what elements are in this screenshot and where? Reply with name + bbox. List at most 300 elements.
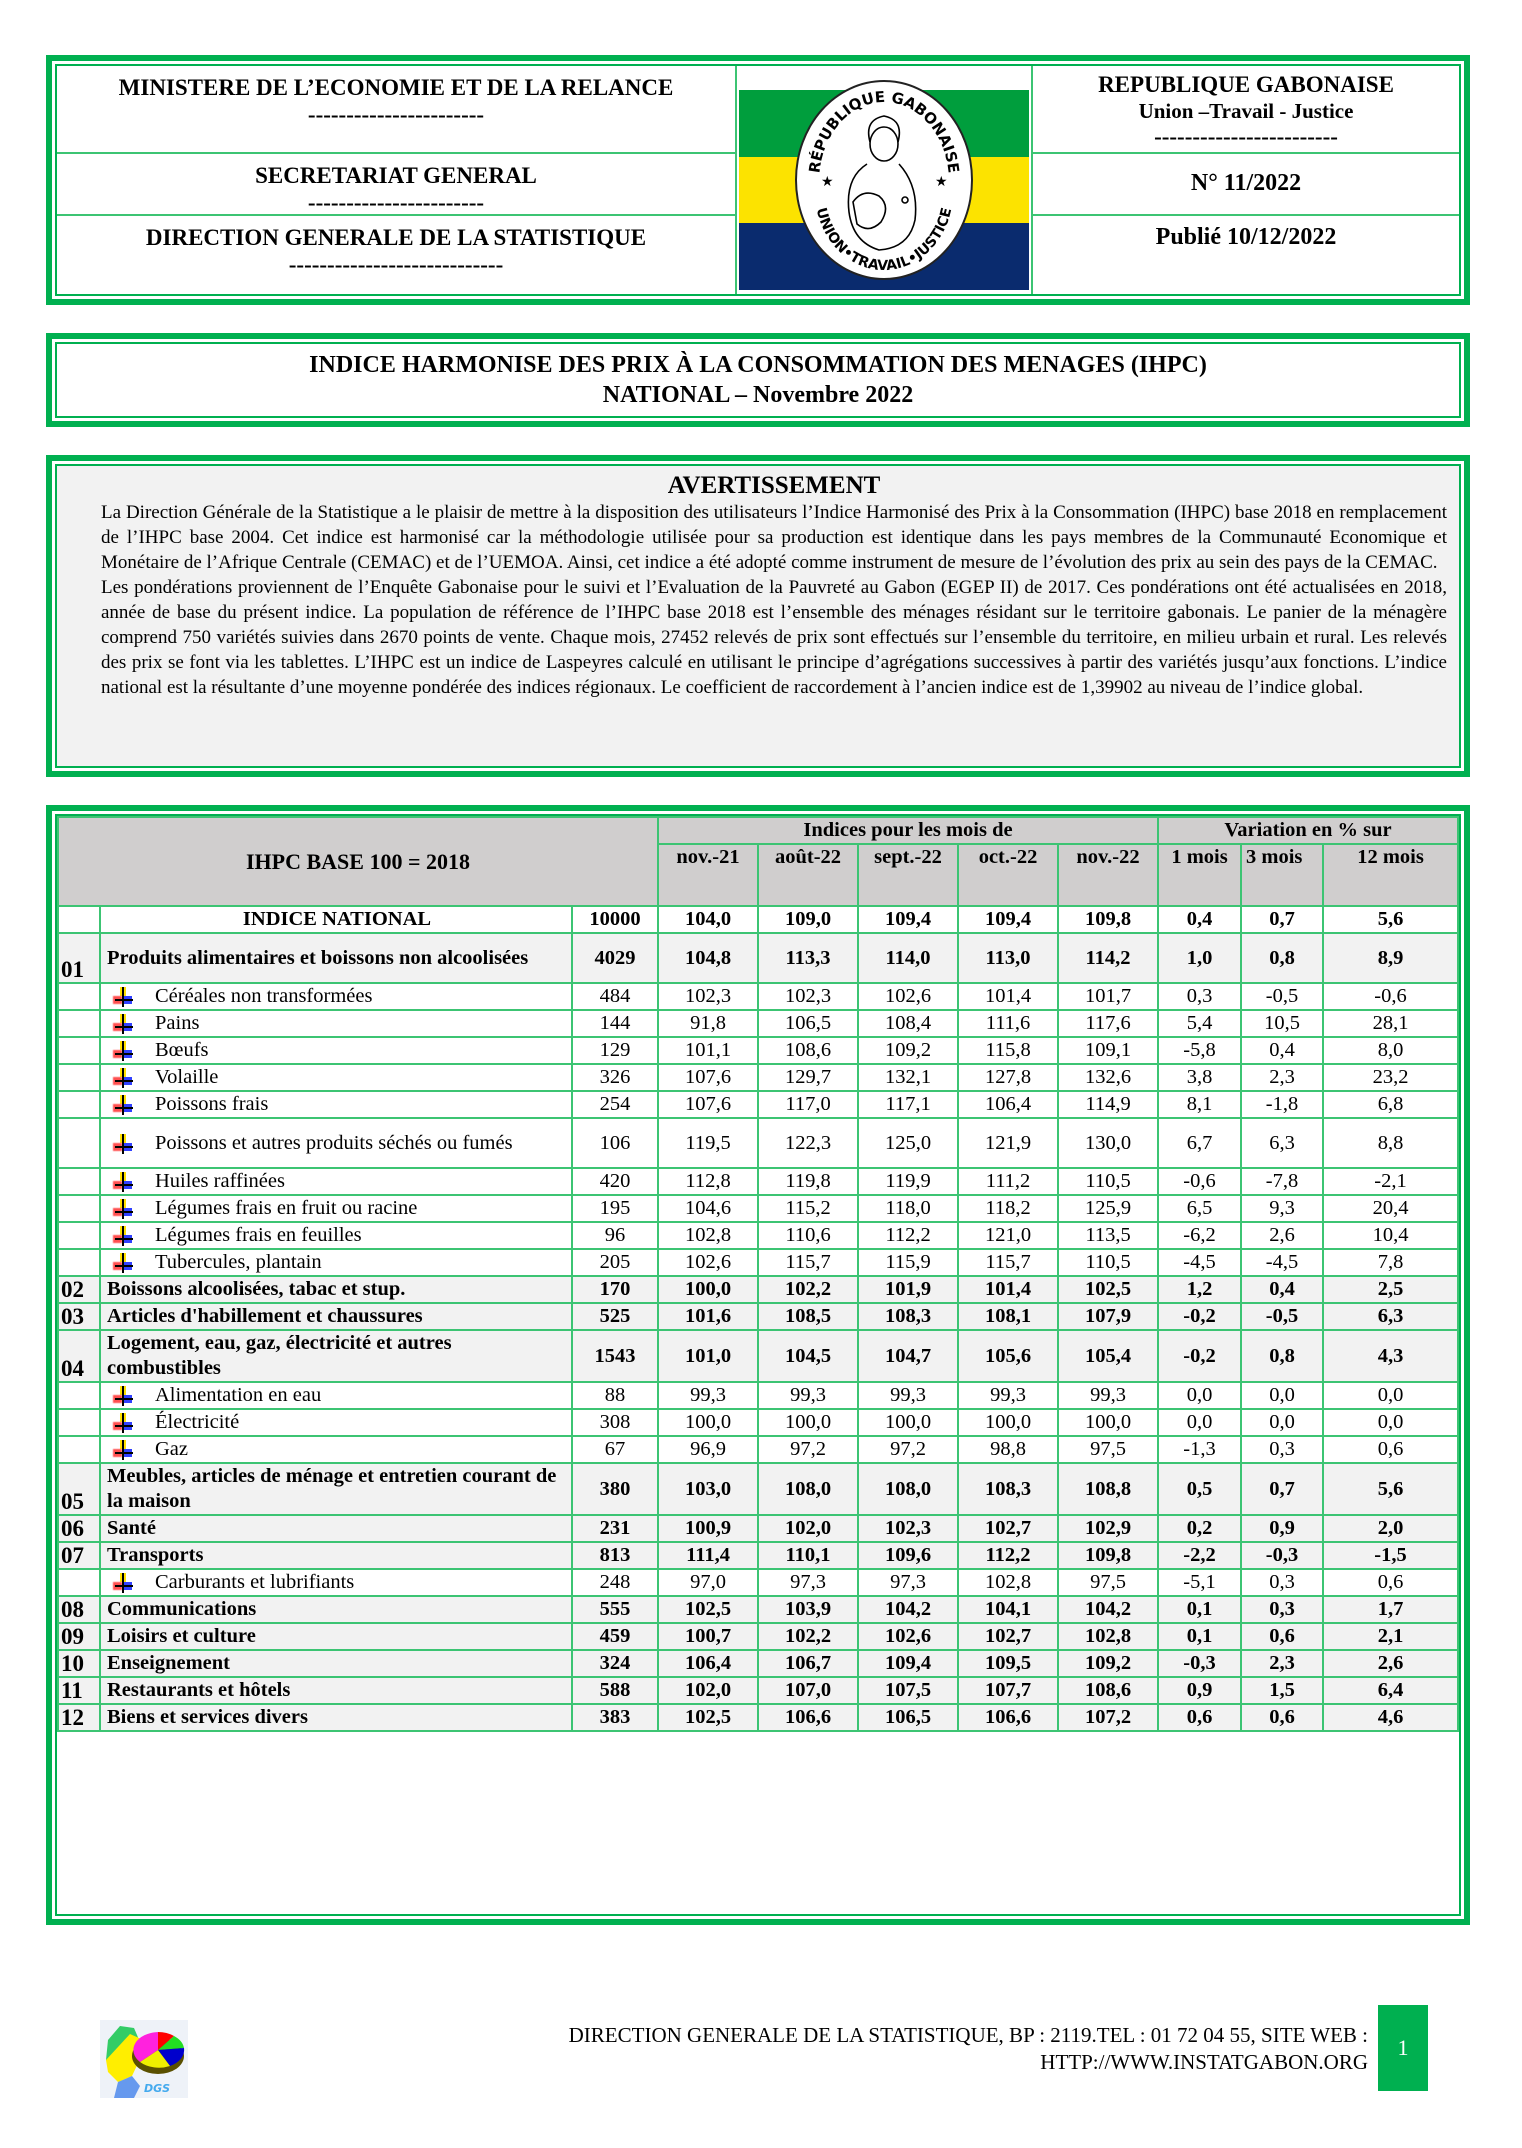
ministry-cell xyxy=(57,66,737,154)
row-code: 07 xyxy=(58,1542,100,1569)
variation-value: 0,3 xyxy=(1241,1569,1323,1596)
index-value: 107,6 xyxy=(658,1064,758,1091)
variation-value: 0,1 xyxy=(1158,1596,1241,1623)
index-value: 113,5 xyxy=(1058,1222,1158,1249)
variation-value: 0,8 xyxy=(1241,1330,1323,1382)
index-value: 109,0 xyxy=(758,906,858,933)
index-value: 108,5 xyxy=(758,1303,858,1330)
row-label: Communications xyxy=(107,1598,257,1620)
row-code xyxy=(58,983,100,1010)
index-value: 104,7 xyxy=(858,1330,958,1382)
variation-value: -0,5 xyxy=(1241,983,1323,1010)
variation-value: 2,6 xyxy=(1241,1222,1323,1249)
index-value: 91,8 xyxy=(658,1010,758,1037)
table-row-group xyxy=(58,1463,1458,1515)
bullet-arrow-icon xyxy=(113,1068,135,1088)
row-weight: 459 xyxy=(572,1623,658,1650)
row-weight: 1543 xyxy=(572,1330,658,1382)
secretariat-cell xyxy=(57,154,737,216)
index-value: 104,5 xyxy=(758,1330,858,1382)
row-label-cell xyxy=(100,1463,572,1515)
variation-value: 4,6 xyxy=(1323,1704,1458,1731)
row-weight: 254 xyxy=(572,1091,658,1118)
variation-value: 8,9 xyxy=(1323,933,1458,983)
row-code xyxy=(58,1195,100,1222)
row-weight: 380 xyxy=(572,1463,658,1515)
index-value: 97,0 xyxy=(658,1569,758,1596)
direction-name: DIRECTION GENERALE DE LA STATISTIQUE xyxy=(145,225,647,250)
row-code xyxy=(58,1569,100,1596)
column-header: août-22 xyxy=(758,844,858,906)
variation-value: -0,6 xyxy=(1323,983,1458,1010)
variation-value: 6,5 xyxy=(1158,1195,1241,1222)
republic-name: REPUBLIQUE GABONAISE xyxy=(1098,72,1394,97)
row-code xyxy=(58,1118,100,1168)
table-row-subitem xyxy=(58,1091,1458,1118)
row-weight: 324 xyxy=(572,1650,658,1677)
index-value: 97,5 xyxy=(1058,1436,1158,1463)
row-code: 05 xyxy=(58,1463,100,1515)
row-weight: 420 xyxy=(572,1168,658,1195)
index-value: 111,4 xyxy=(658,1542,758,1569)
table-row-subitem xyxy=(58,1409,1458,1436)
row-code: 08 xyxy=(58,1596,100,1623)
row-label: Poissons frais xyxy=(155,1093,269,1115)
row-label-cell xyxy=(100,1650,572,1677)
bullet-arrow-icon xyxy=(113,1134,135,1154)
variation-value: 0,0 xyxy=(1158,1382,1241,1409)
index-value: 118,0 xyxy=(858,1195,958,1222)
index-value: 102,7 xyxy=(958,1515,1058,1542)
row-code xyxy=(58,1010,100,1037)
index-value: 112,2 xyxy=(958,1542,1058,1569)
document-subtitle: NATIONAL – Novembre 2022 xyxy=(602,382,914,408)
row-label: Carburants et lubrifiants xyxy=(155,1571,355,1593)
index-value: 102,2 xyxy=(758,1276,858,1303)
row-weight: 205 xyxy=(572,1249,658,1276)
row-weight: 67 xyxy=(572,1436,658,1463)
row-label-cell xyxy=(100,1596,572,1623)
index-value: 109,8 xyxy=(1058,906,1158,933)
row-weight: 106 xyxy=(572,1118,658,1168)
index-value: 109,4 xyxy=(858,1650,958,1677)
index-value: 127,8 xyxy=(958,1064,1058,1091)
index-value: 100,7 xyxy=(658,1623,758,1650)
page-number: 1 xyxy=(1378,2005,1428,2091)
index-value: 129,7 xyxy=(758,1064,858,1091)
ministry-name: MINISTERE DE L’ECONOMIE ET DE LA RELANCE xyxy=(118,75,674,100)
index-value: 100,9 xyxy=(658,1515,758,1542)
row-code xyxy=(58,1064,100,1091)
index-value: 108,0 xyxy=(858,1463,958,1515)
index-value: 122,3 xyxy=(758,1118,858,1168)
index-value: 98,8 xyxy=(958,1436,1058,1463)
row-label-cell xyxy=(100,1623,572,1650)
separator: ----------------------- xyxy=(307,190,485,215)
variation-value: 8,8 xyxy=(1323,1118,1458,1168)
variation-value: -4,5 xyxy=(1158,1249,1241,1276)
variation-value: 0,6 xyxy=(1241,1623,1323,1650)
row-label: Huiles raffinées xyxy=(155,1170,285,1192)
table-row-group xyxy=(58,933,1458,983)
table-row-group xyxy=(58,1303,1458,1330)
bullet-arrow-icon xyxy=(113,987,135,1007)
row-code xyxy=(58,1382,100,1409)
row-code: 04 xyxy=(58,1330,100,1382)
emblem-bottom-text: UNION•TRAVAIL•JUSTICE xyxy=(812,206,956,275)
index-value: 101,6 xyxy=(658,1303,758,1330)
variation-value: 6,4 xyxy=(1323,1677,1458,1704)
index-value: 104,8 xyxy=(658,933,758,983)
variation-value: 0,0 xyxy=(1323,1382,1458,1409)
index-value: 111,2 xyxy=(958,1168,1058,1195)
row-code: 06 xyxy=(58,1515,100,1542)
index-value: 119,5 xyxy=(658,1118,758,1168)
bullet-arrow-icon xyxy=(113,1172,135,1192)
ihpc-table-block xyxy=(46,805,1470,1925)
index-value: 102,7 xyxy=(958,1623,1058,1650)
emblem-top-text: RÉPUBLIQUE GABONAISE xyxy=(805,87,963,175)
row-label-cell xyxy=(100,1010,572,1037)
variation-value: 1,2 xyxy=(1158,1276,1241,1303)
table-row-national xyxy=(58,906,1458,933)
index-value: 99,3 xyxy=(858,1382,958,1409)
row-label-cell xyxy=(100,1168,572,1195)
index-value: 114,2 xyxy=(1058,933,1158,983)
row-label: Légumes frais en feuilles xyxy=(155,1224,362,1246)
variation-value: 1,5 xyxy=(1241,1677,1323,1704)
index-value: 125,9 xyxy=(1058,1195,1158,1222)
ihpc-table xyxy=(57,816,1459,1732)
variation-value: 5,6 xyxy=(1323,1463,1458,1515)
variation-value: 0,0 xyxy=(1323,1409,1458,1436)
row-weight: 88 xyxy=(572,1382,658,1409)
table-row-subitem xyxy=(58,1037,1458,1064)
index-value: 109,6 xyxy=(858,1542,958,1569)
index-value: 117,1 xyxy=(858,1091,958,1118)
publication-date: Publié 10/12/2022 xyxy=(1155,224,1337,250)
row-label: Gaz xyxy=(155,1438,189,1460)
column-header: 1 mois xyxy=(1158,844,1241,906)
index-value: 99,3 xyxy=(658,1382,758,1409)
index-value: 112,2 xyxy=(858,1222,958,1249)
warning-paragraph: Les pondérations proviennent de l’Enquête Gabonaise pour le suivi et l’Evaluation de la Pauvreté au Gabon (EGEP II) de 2017. Ces pondérations ont été actualisées en 2018, année de base du présent indice. La population de référence de l’IHPC base 2018 est l’ensemble des ménages résidant sur le territoire gabonais. Le panier de la ménagère comprend 750 variétés suivies dans 2670 points de vente. Chaque mois, 27452 relevés de prix sont effectués sur l’ensemble du territoire, en milieu urbain et rural. Les relevés des prix se font via les tablettes. L’IHPC est un indice de Laspeyres calculé en utilisant le principe d’agrégations successives à partir des variétés jusqu’aux fonctions. L’indice national est la résultante d’une moyenne pondérée des indices régionaux. Le coefficient de raccordement à l’ancien indice est de 1,39902 au niveau de l’indice global. xyxy=(101,577,1447,698)
dgs-logo-icon xyxy=(100,2020,188,2098)
republic-motto: Union –Travail - Justice xyxy=(1138,99,1354,123)
row-code: 03 xyxy=(58,1303,100,1330)
row-label-cell xyxy=(100,983,572,1010)
variation-value: 5,6 xyxy=(1323,906,1458,933)
index-value: 97,3 xyxy=(758,1569,858,1596)
row-code xyxy=(58,1436,100,1463)
index-value: 119,8 xyxy=(758,1168,858,1195)
variation-value: 2,0 xyxy=(1323,1515,1458,1542)
index-value: 115,7 xyxy=(758,1249,858,1276)
variation-value: -5,1 xyxy=(1158,1569,1241,1596)
bulletin-number: N° 11/2022 xyxy=(1033,154,1459,216)
variation-value: 0,1 xyxy=(1158,1623,1241,1650)
index-value: 107,6 xyxy=(658,1091,758,1118)
index-value: 121,9 xyxy=(958,1118,1058,1168)
index-value: 108,0 xyxy=(758,1463,858,1515)
row-code xyxy=(58,906,100,933)
index-value: 101,4 xyxy=(958,1276,1058,1303)
variation-value: 6,3 xyxy=(1323,1303,1458,1330)
warning-block xyxy=(46,455,1470,777)
row-code xyxy=(58,1037,100,1064)
index-value: 102,2 xyxy=(758,1623,858,1650)
row-label: Volaille xyxy=(155,1066,219,1088)
index-value: 106,4 xyxy=(958,1091,1058,1118)
separator: ------------------------ xyxy=(1154,124,1338,149)
index-value: 110,6 xyxy=(758,1222,858,1249)
row-label-cell xyxy=(100,1330,572,1382)
index-value: 99,3 xyxy=(1058,1382,1158,1409)
index-value: 104,6 xyxy=(658,1195,758,1222)
index-value: 102,3 xyxy=(758,983,858,1010)
variation-value: 0,7 xyxy=(1241,1463,1323,1515)
variation-value: 0,2 xyxy=(1158,1515,1241,1542)
index-value: 117,6 xyxy=(1058,1010,1158,1037)
variation-value: -0,3 xyxy=(1158,1650,1241,1677)
variation-value: 7,8 xyxy=(1323,1249,1458,1276)
index-value: 108,3 xyxy=(958,1463,1058,1515)
variation-value: 0,4 xyxy=(1241,1276,1323,1303)
direction-cell xyxy=(57,216,737,294)
index-value: 106,5 xyxy=(758,1010,858,1037)
row-code xyxy=(58,1091,100,1118)
index-value: 97,2 xyxy=(858,1436,958,1463)
index-value: 107,0 xyxy=(758,1677,858,1704)
index-value: 109,4 xyxy=(858,906,958,933)
index-value: 97,2 xyxy=(758,1436,858,1463)
variation-value: 2,5 xyxy=(1323,1276,1458,1303)
table-header-row xyxy=(58,817,1458,844)
variation-value: 0,9 xyxy=(1158,1677,1241,1704)
table-row-group xyxy=(58,1276,1458,1303)
row-label: Légumes frais en fruit ou racine xyxy=(155,1197,418,1219)
row-weight: 129 xyxy=(572,1037,658,1064)
index-value: 114,9 xyxy=(1058,1091,1158,1118)
variation-value: -6,2 xyxy=(1158,1222,1241,1249)
index-value: 100,0 xyxy=(1058,1409,1158,1436)
row-label: Produits alimentaires et boissons non alcoolisées xyxy=(107,946,529,969)
row-label: Boissons alcoolisées, tabac et stup. xyxy=(107,1278,406,1300)
row-label: Alimentation en eau xyxy=(155,1384,322,1406)
row-label: Tubercules, plantain xyxy=(155,1251,322,1273)
row-label: Transports xyxy=(107,1544,204,1566)
table-row-group xyxy=(58,1677,1458,1704)
index-value: 100,0 xyxy=(858,1409,958,1436)
variation-value: 4,3 xyxy=(1323,1330,1458,1382)
table-row-subitem xyxy=(58,1249,1458,1276)
index-value: 103,0 xyxy=(658,1463,758,1515)
table-row-group xyxy=(58,1542,1458,1569)
index-value: 132,1 xyxy=(858,1064,958,1091)
index-value: 106,4 xyxy=(658,1650,758,1677)
row-label-cell xyxy=(100,1195,572,1222)
separator: ----------------------- xyxy=(307,102,485,127)
index-value: 111,6 xyxy=(958,1010,1058,1037)
variation-value: 0,8 xyxy=(1241,933,1323,983)
gabon-flag-emblem xyxy=(737,66,1033,294)
index-value: 101,1 xyxy=(658,1037,758,1064)
index-value: 102,8 xyxy=(958,1569,1058,1596)
row-label: Enseignement xyxy=(107,1652,230,1674)
row-weight: 813 xyxy=(572,1542,658,1569)
index-value: 107,5 xyxy=(858,1677,958,1704)
variation-value: 2,1 xyxy=(1323,1623,1458,1650)
row-label: Céréales non transformées xyxy=(155,985,373,1007)
index-value: 100,0 xyxy=(958,1409,1058,1436)
index-value: 132,6 xyxy=(1058,1064,1158,1091)
footer-address: DIRECTION GENERALE DE LA STATISTIQUE, BP : 2119.TEL : 01 72 04 55, SITE WEB : xyxy=(568,2023,1368,2047)
index-value: 108,4 xyxy=(858,1010,958,1037)
bullet-arrow-icon xyxy=(113,1226,135,1246)
row-label: Articles d'habillement et chaussures xyxy=(107,1305,423,1327)
row-label: Poissons et autres produits séchés ou fumés xyxy=(155,1131,513,1154)
index-value: 102,9 xyxy=(1058,1515,1158,1542)
row-weight: 195 xyxy=(572,1195,658,1222)
row-label-cell xyxy=(100,1382,572,1409)
variation-value: 28,1 xyxy=(1323,1010,1458,1037)
document-title-block xyxy=(46,333,1470,427)
index-value: 106,5 xyxy=(858,1704,958,1731)
bullet-arrow-icon xyxy=(113,1199,135,1219)
row-label-cell xyxy=(100,1569,572,1596)
index-value: 106,6 xyxy=(958,1704,1058,1731)
row-weight: 10000 xyxy=(572,906,658,933)
variation-value: 1,7 xyxy=(1323,1596,1458,1623)
row-code: 11 xyxy=(58,1677,100,1704)
row-label-cell xyxy=(100,1249,572,1276)
row-weight: 144 xyxy=(572,1010,658,1037)
index-value: 108,6 xyxy=(758,1037,858,1064)
row-label: Loisirs et culture xyxy=(107,1625,256,1647)
index-value: 99,3 xyxy=(758,1382,858,1409)
variation-value: 0,9 xyxy=(1241,1515,1323,1542)
index-value: 119,9 xyxy=(858,1168,958,1195)
star-icon: ★ xyxy=(935,175,948,190)
variation-value: 0,3 xyxy=(1158,983,1241,1010)
index-value: 97,5 xyxy=(1058,1569,1158,1596)
row-label: Bœufs xyxy=(155,1039,209,1061)
table-row-group xyxy=(58,1596,1458,1623)
variation-value: -1,8 xyxy=(1241,1091,1323,1118)
footer-website-link[interactable]: HTTP://WWW.INSTATGABON.ORG xyxy=(1040,2050,1368,2074)
index-value: 117,0 xyxy=(758,1091,858,1118)
index-value: 104,1 xyxy=(958,1596,1058,1623)
variation-value: 10,5 xyxy=(1241,1010,1323,1037)
index-value: 125,0 xyxy=(858,1118,958,1168)
row-weight: 555 xyxy=(572,1596,658,1623)
row-code xyxy=(58,1222,100,1249)
index-value: 101,0 xyxy=(658,1330,758,1382)
index-value: 102,0 xyxy=(758,1515,858,1542)
row-label-cell xyxy=(100,1409,572,1436)
index-value: 102,3 xyxy=(658,983,758,1010)
row-label-cell xyxy=(100,1037,572,1064)
variation-value: -4,5 xyxy=(1241,1249,1323,1276)
variation-value: 1,0 xyxy=(1158,933,1241,983)
bullet-arrow-icon xyxy=(113,1253,135,1273)
bullet-arrow-icon xyxy=(113,1014,135,1034)
index-value: 102,6 xyxy=(858,1623,958,1650)
separator: ---------------------------- xyxy=(288,252,504,277)
row-label-cell xyxy=(100,1704,572,1731)
variation-value: -1,3 xyxy=(1158,1436,1241,1463)
row-code xyxy=(58,1409,100,1436)
row-code: 01 xyxy=(58,933,100,983)
row-code: 09 xyxy=(58,1623,100,1650)
row-label-cell xyxy=(100,1276,572,1303)
index-value: 106,6 xyxy=(758,1704,858,1731)
secretariat-name: SECRETARIAT GENERAL xyxy=(255,163,537,188)
row-weight: 170 xyxy=(572,1276,658,1303)
row-label-cell xyxy=(100,1064,572,1091)
index-value: 104,2 xyxy=(1058,1596,1158,1623)
index-value: 107,9 xyxy=(1058,1303,1158,1330)
index-value: 99,3 xyxy=(958,1382,1058,1409)
table-row-group xyxy=(58,1515,1458,1542)
star-icon: ★ xyxy=(821,175,834,190)
variation-value: 0,4 xyxy=(1241,1037,1323,1064)
column-header: nov.-21 xyxy=(658,844,758,906)
warning-heading: AVERTISSEMENT xyxy=(667,472,881,499)
variation-value: -0,6 xyxy=(1158,1168,1241,1195)
row-weight: 383 xyxy=(572,1704,658,1731)
index-value: 101,9 xyxy=(858,1276,958,1303)
index-value: 113,3 xyxy=(758,933,858,983)
variation-value: -2,1 xyxy=(1323,1168,1458,1195)
variation-value: 2,3 xyxy=(1241,1650,1323,1677)
index-value: 130,0 xyxy=(1058,1118,1158,1168)
variation-value: 6,8 xyxy=(1323,1091,1458,1118)
table-row-subitem xyxy=(58,1195,1458,1222)
index-value: 114,0 xyxy=(858,933,958,983)
index-value: 105,4 xyxy=(1058,1330,1158,1382)
table-row-subitem xyxy=(58,1569,1458,1596)
row-label-cell xyxy=(100,1542,572,1569)
header-block xyxy=(46,55,1470,305)
variation-value: 0,0 xyxy=(1158,1409,1241,1436)
index-value: 102,5 xyxy=(658,1704,758,1731)
index-value: 102,8 xyxy=(1058,1623,1158,1650)
bullet-arrow-icon xyxy=(113,1413,135,1433)
index-value: 110,1 xyxy=(758,1542,858,1569)
index-value: 107,7 xyxy=(958,1677,1058,1704)
index-value: 101,7 xyxy=(1058,983,1158,1010)
row-label-cell xyxy=(100,1436,572,1463)
bullet-arrow-icon xyxy=(113,1095,135,1115)
variation-group-header: Variation en % sur xyxy=(1158,817,1458,844)
bullet-arrow-icon xyxy=(113,1440,135,1460)
row-weight: 484 xyxy=(572,983,658,1010)
row-label: Logement, eau, gaz, électricité et autres combustibles xyxy=(107,1332,452,1379)
table-row-subitem xyxy=(58,1118,1458,1168)
variation-value: 5,4 xyxy=(1158,1010,1241,1037)
index-value: 110,5 xyxy=(1058,1249,1158,1276)
index-value: 100,0 xyxy=(658,1409,758,1436)
row-code: 10 xyxy=(58,1650,100,1677)
variation-value: 2,3 xyxy=(1241,1064,1323,1091)
table-row-subitem xyxy=(58,1436,1458,1463)
column-header: oct.-22 xyxy=(958,844,1058,906)
variation-value: 0,4 xyxy=(1158,906,1241,933)
variation-value: -0,3 xyxy=(1241,1542,1323,1569)
footer-contact xyxy=(300,2022,1368,2076)
index-value: 96,9 xyxy=(658,1436,758,1463)
